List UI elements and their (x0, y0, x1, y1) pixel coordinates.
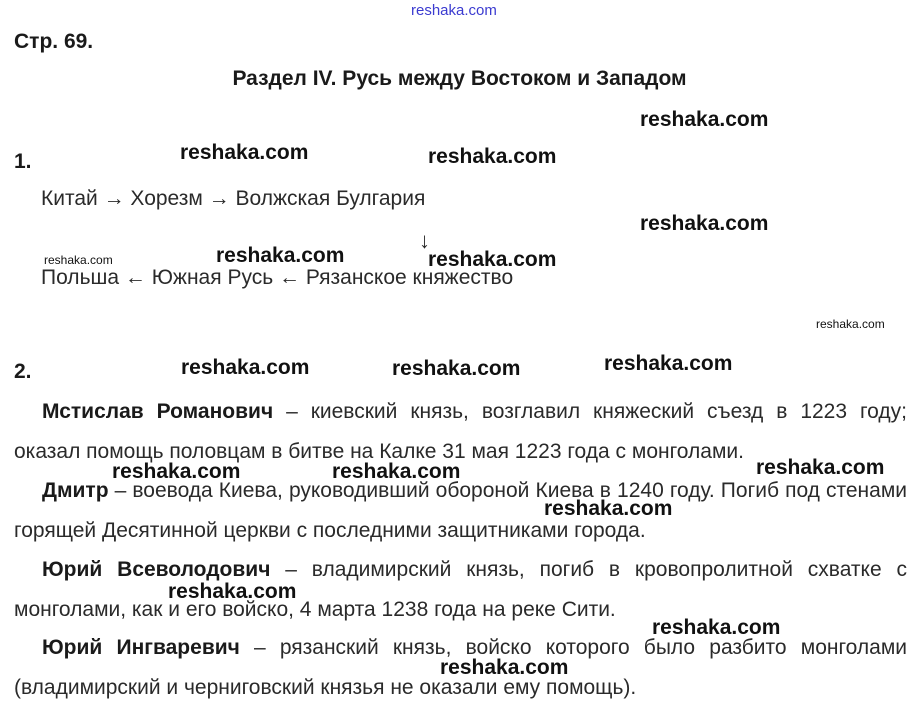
watermark: reshaka.com (640, 212, 769, 235)
entry-name: Дмитр (42, 479, 109, 502)
watermark: reshaka.com (544, 497, 673, 520)
entry-text: – киевский князь, возглавил княжеский съезд в 1223 году; оказал помощь половцам в битве на Калке 31 мая 1223 года с монголами. (14, 400, 907, 463)
entry-name: Мстислав Романович (42, 400, 274, 423)
entry-text: – воевода Киева, руководивший обороной Киева в 1240 году. Погиб под стенами горящей Десятинной церкви с последними защитниками города. (14, 479, 907, 542)
entry-text: – рязанский князь, войско которого было разбито монголами (владимирский и черниговский князья не оказали ему помощь). (14, 636, 907, 699)
entry-name: Юрий Всеволодович (42, 558, 271, 581)
watermark: reshaka.com (392, 357, 521, 380)
task-2-number: 2. (14, 360, 32, 383)
watermark: reshaka.com (640, 108, 769, 131)
watermark: reshaka.com (112, 460, 241, 483)
route-down-arrow: ↓ (419, 228, 430, 253)
watermark: reshaka.com (440, 656, 569, 679)
watermark: reshaka.com (604, 352, 733, 375)
watermark: reshaka.com (332, 460, 461, 483)
entry-text: – владимирский князь, погиб в кровопролитной схватке с монголами, как и его войско, 4 марта 1238 года на реке Сити. (14, 558, 907, 621)
watermark-small: reshaka.com (44, 253, 113, 267)
route-line-1: Китай → Хорезм → Волжская Булгария (41, 187, 426, 210)
watermark: reshaka.com (216, 244, 345, 267)
section-title: Раздел IV. Русь между Востоком и Западом (232, 67, 687, 90)
entry-name: Юрий Ингваревич (42, 636, 240, 659)
route-line-2: Польша ← Южная Русь ← Рязанское княжество (41, 266, 514, 289)
watermark: reshaka.com (181, 356, 310, 379)
watermark: reshaka.com (428, 248, 557, 271)
watermark: reshaka.com (652, 616, 781, 639)
task-1-number: 1. (14, 150, 32, 173)
watermark: reshaka.com (428, 145, 557, 168)
watermark: reshaka.com (168, 580, 297, 603)
watermark-top: reshaka.com (411, 2, 497, 19)
watermark: reshaka.com (180, 141, 309, 164)
watermark: reshaka.com (756, 456, 885, 479)
watermark-small: reshaka.com (816, 317, 885, 331)
page-label: Стр. 69. (14, 30, 94, 53)
